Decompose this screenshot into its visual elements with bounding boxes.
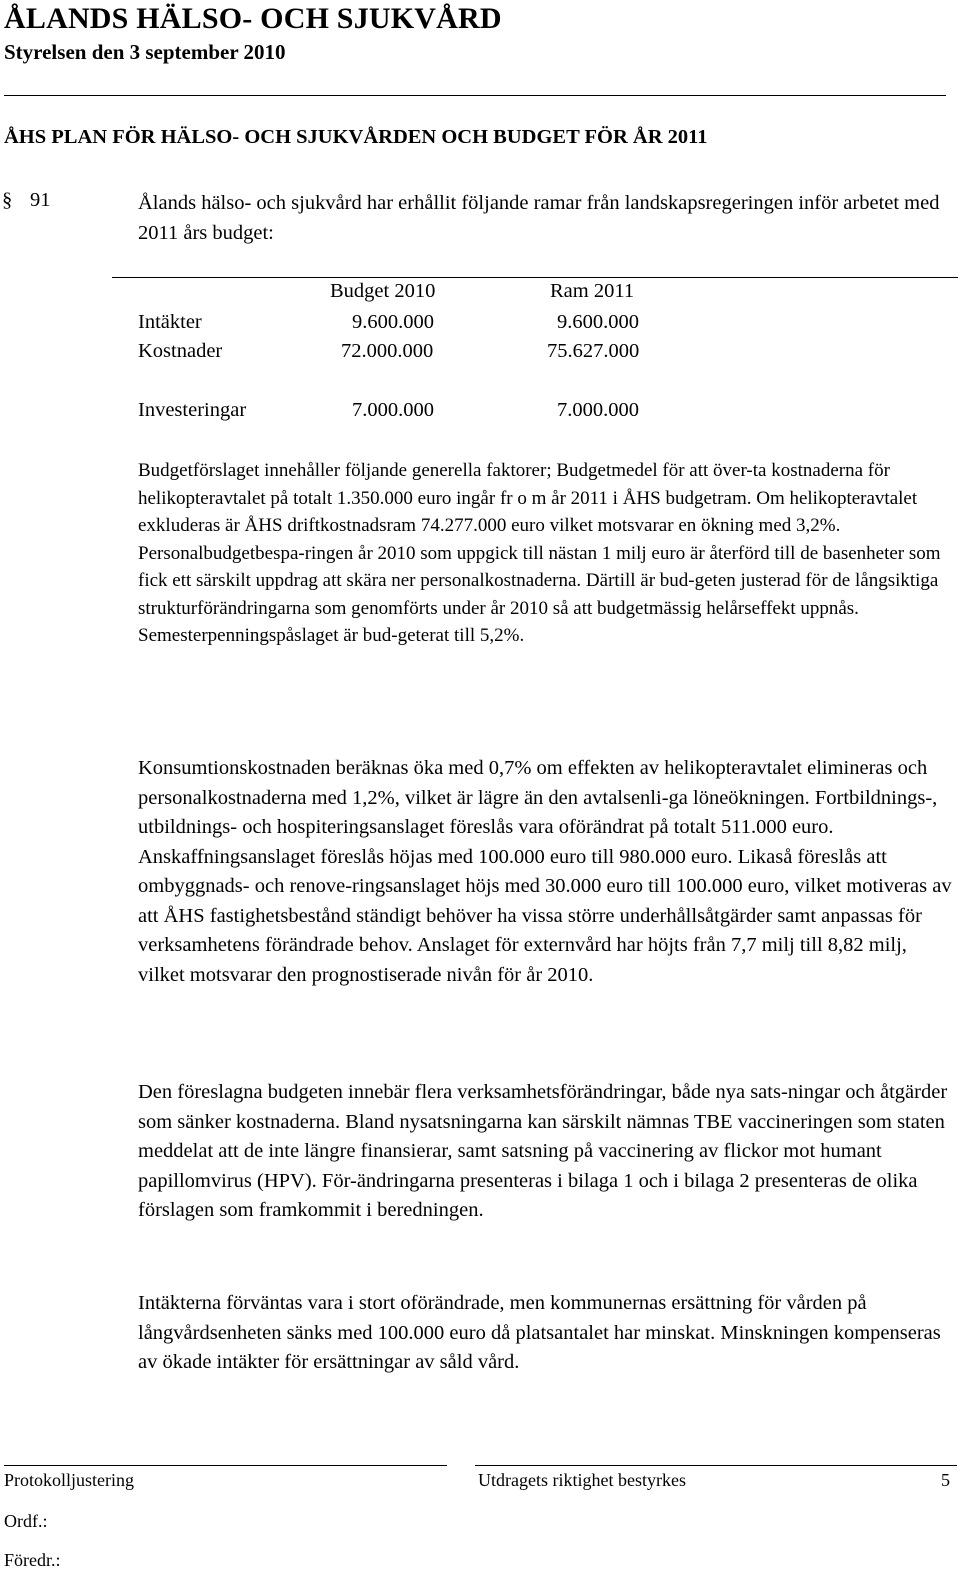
- table-header-ram-2011: Ram 2011: [550, 280, 635, 302]
- table-header-budget-2010: Budget 2010: [330, 280, 436, 302]
- consumption-costs-paragraph: Konsumtionskostnaden beräknas öka med 0,7% om effekten av helikopteravtalet elimineras och personalkostnaderna med 1,2%, vilket är lägre än den avtalsenli-ga löneökningen. Fortbildnings-, utbildnings- och hospiteringsanslaget föreslås vara oförändrat på totalt 511.000 euro. Anskaffningsanslaget föreslås höjas med 100.000 euro till 980.000 euro. Likaså föreslås att ombyggnads- och renove-ringsanslaget höjs med 30.000 euro till 100.000 euro, vilket motiveras av att ÅHS fastighetsbestånd ständigt behöver ha vissa större underhållsåtgärder samt anpassas för verksamhetens förändrade behov. Anslaget för externvård har höjts från 7,7 milj till 8,82 milj, vilket motsvarar den prognostiserade nivån för år 2010.: [138, 757, 952, 986]
- intro-paragraph: Ålands hälso- och sjukvård har erhållit följande ramar från landskapsregeringen inför arbetet med 2011 års budget:: [138, 192, 940, 244]
- table-row-label: Investeringar: [138, 399, 247, 421]
- presenter-signature-label: Föredr.:: [4, 1550, 61, 1570]
- item-number: 91: [30, 189, 51, 211]
- page-number: 5: [941, 1470, 950, 1490]
- organization-title: ÅLANDS HÄLSO- OCH SJUKVÅRD: [4, 2, 502, 35]
- table-row-label: Kostnader: [138, 340, 223, 362]
- table-cell-ram-2011: 7.000.000: [557, 399, 639, 421]
- footer-rule-left: [4, 1465, 447, 1466]
- document-title: ÅHS PLAN FÖR HÄLSO- OCH SJUKVÅRDEN OCH BUDGET FÖR ÅR 2011: [4, 126, 708, 148]
- table-top-rule: [112, 277, 958, 278]
- chair-signature-label: Ordf.:: [4, 1511, 48, 1531]
- table-cell-budget-2010: 7.000.000: [352, 399, 434, 421]
- table-cell-ram-2011: 75.627.000: [547, 340, 640, 362]
- revenue-paragraph: Intäkterna förväntas vara i stort oförändrade, men kommunernas ersättning för vården på långvårdsenheten sänks med 100.000 euro då platsantalet har minskat. Minskningen kompenseras av ökade intäkter för ersättningar av såld vård.: [138, 1292, 941, 1373]
- board-meeting-date: Styrelsen den 3 september 2010: [4, 40, 286, 64]
- section-symbol: §: [2, 189, 13, 211]
- header-divider: [4, 95, 946, 96]
- protocol-adjustment-label: Protokolljustering: [4, 1470, 134, 1490]
- table-cell-budget-2010: 9.600.000: [352, 311, 434, 333]
- table-cell-ram-2011: 9.600.000: [557, 311, 639, 333]
- footer-rule-right: [475, 1465, 957, 1466]
- table-row-label: Intäkter: [138, 311, 202, 333]
- operational-changes-paragraph: Den föreslagna budgeten innebär flera verksamhetsförändringar, både nya sats-ningar och åtgärder som sänker kostnaderna. Bland nysatsningarna kan särskilt nämnas TBE vaccineringen som staten meddelat att de inte längre finansierar, samt satsning på vaccinering av flickor mot humant papillomvirus (HPV). För-ändringarna presenteras i bilaga 1 och i bilaga 2 presenteras de olika förslagen som framkommit i beredningen.: [138, 1081, 948, 1221]
- budget-factors-paragraph: Budgetförslaget innehåller följande generella faktorer; Budgetmedel för att över-ta kostnaderna för helikopteravtalet på totalt 1.350.000 euro ingår fr o m år 2011 i ÅHS budgetram. Om helikopteravtalet exkluderas är ÅHS driftkostnadsram 74.277.000 euro vilket motsvarar en ökning med 3,2%. Personalbudgetbespa-ringen år 2010 som uppgick till nästan 1 milj euro är återförd till de basenheter som fick ett särskilt uppdrag att skära ner personalkostnaderna. Därtill är bud-geten justerad för de långsiktiga strukturförändringarna som genomförts under år 2010 så att budgetmässig helårseffekt uppnås. Semesterpenningspåslaget är bud-geterat till 5,2%.: [138, 460, 941, 646]
- certified-label: Utdragets riktighet bestyrkes: [478, 1470, 686, 1490]
- table-cell-budget-2010: 72.000.000: [341, 340, 434, 362]
